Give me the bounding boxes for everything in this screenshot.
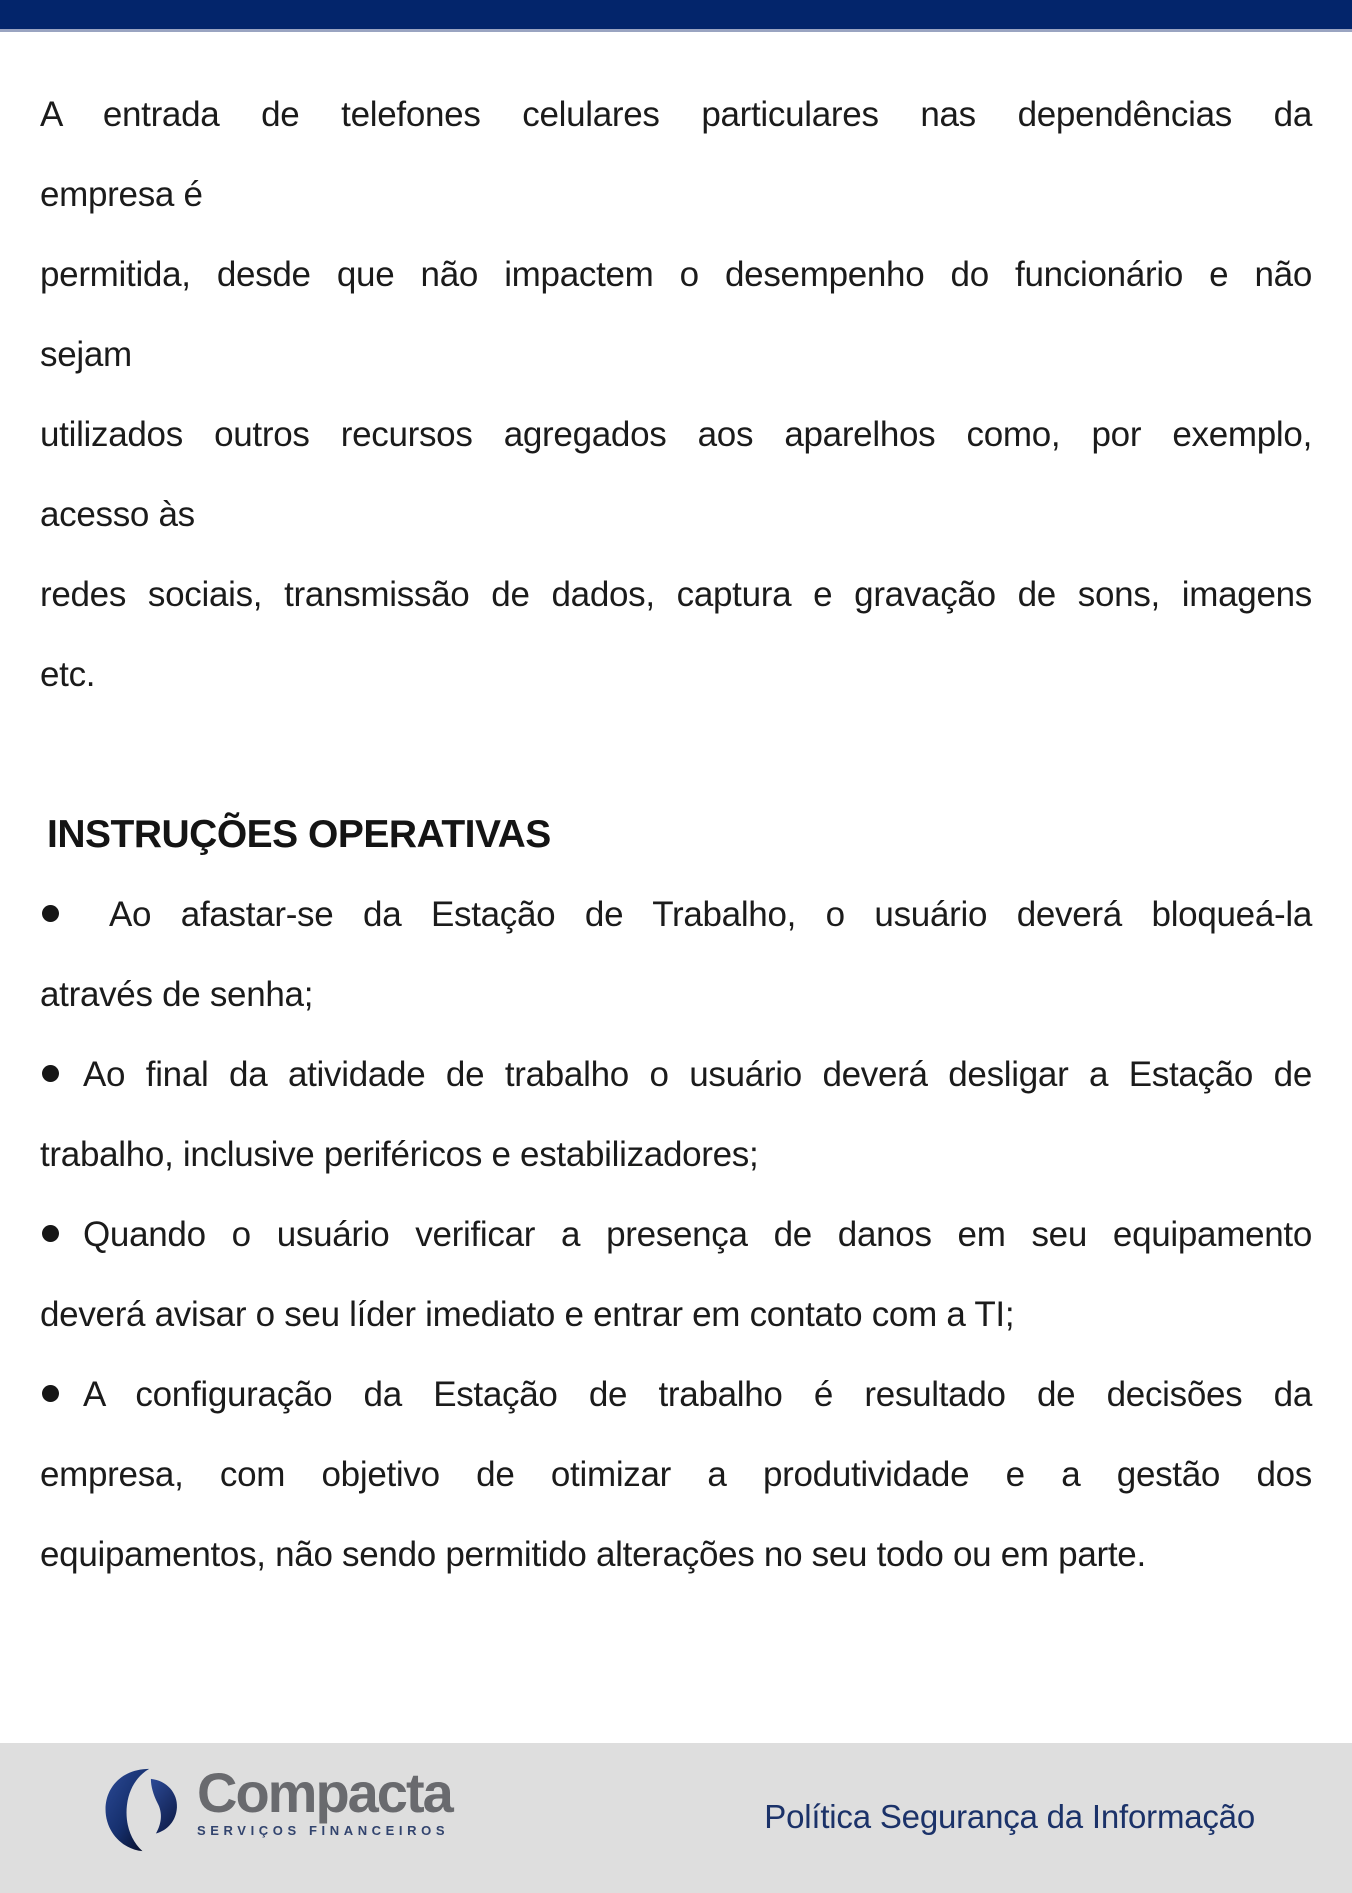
paragraph-line-text: A entrada de telefones celulares particulares nas dependências da [40, 95, 1312, 134]
bullet-icon [42, 905, 59, 922]
bullet-line [40, 1275, 1312, 1355]
bullet-line [40, 1435, 1312, 1515]
paragraph-line [40, 475, 1312, 555]
bullet-line [40, 1515, 1312, 1595]
paragraph-line [40, 395, 1312, 475]
intro-paragraph [40, 75, 1312, 715]
paragraph-line-text: permitida, desde que não impactem o desempenho do funcionário e não [40, 255, 1312, 294]
footer-doc-title: Política Segurança da Informação [764, 1798, 1255, 1835]
compacta-logo-subtext: SERVIÇOS FINANCEIROS [197, 1823, 450, 1838]
paragraph-line [40, 75, 1312, 155]
bullet-line [40, 875, 1312, 955]
bullet-icon [42, 1065, 59, 1082]
paragraph-line [40, 635, 1312, 715]
bullet-icon [42, 1225, 59, 1242]
bullet-icon [42, 1385, 59, 1402]
paragraph-line-text: utilizados outros recursos agregados aos aparelhos como, por exemplo, [40, 415, 1312, 454]
paragraph-line [40, 155, 1312, 235]
compacta-logo [103, 1763, 452, 1857]
bullet-line-text: deverá avisar o seu líder imediato e entrar em contato com a TI; [40, 1295, 1015, 1334]
paragraph-line-text: acesso às [40, 495, 195, 534]
bullet-line [40, 955, 1312, 1035]
bullet-line-text: A configuração da Estação de trabalho é resultado de decisões da [83, 1375, 1312, 1414]
bullet-line-text: Ao afastar-se da Estação de Trabalho, o usuário deverá bloqueá-la [109, 895, 1312, 934]
compacta-logo-textcol [197, 1763, 452, 1838]
paragraph-line [40, 315, 1312, 395]
compacta-logo-text: Compacta [197, 1761, 452, 1824]
bullet-line [40, 1035, 1312, 1115]
paragraph-line-text: etc. [40, 655, 96, 694]
bullet-line-text: empresa, com objetivo de otimizar a produtividade e a gestão dos [40, 1455, 1312, 1494]
bullet-line-text: equipamentos, não sendo permitido alterações no seu todo ou em parte. [40, 1535, 1146, 1574]
bullet-line-text: Ao final da atividade de trabalho o usuário deverá desligar a Estação de [83, 1055, 1312, 1094]
bullet-line-text: trabalho, inclusive periféricos e estabilizadores; [40, 1135, 759, 1174]
paragraph-line-text: empresa é [40, 175, 203, 214]
bullet-line [40, 1355, 1312, 1435]
bullet-line-text: através de senha; [40, 975, 314, 1014]
paragraph-line-text: sejam [40, 335, 132, 374]
bullet-line-text: Quando o usuário verificar a presença de danos em seu equipamento [83, 1215, 1312, 1254]
paragraph-line [40, 235, 1312, 315]
document-body [40, 75, 1312, 1595]
bullet-line [40, 1195, 1312, 1275]
header-bar [0, 0, 1352, 32]
paragraph-line-text: redes sociais, transmissão de dados, captura e gravação de sons, imagens [40, 575, 1312, 614]
compacta-logo-icon [103, 1763, 187, 1857]
footer [0, 1743, 1352, 1893]
bullet-list [40, 875, 1312, 1595]
bullet-line [40, 1115, 1312, 1195]
paragraph-line [40, 555, 1312, 635]
section-heading: INSTRUÇÕES OPERATIVAS [47, 813, 551, 856]
